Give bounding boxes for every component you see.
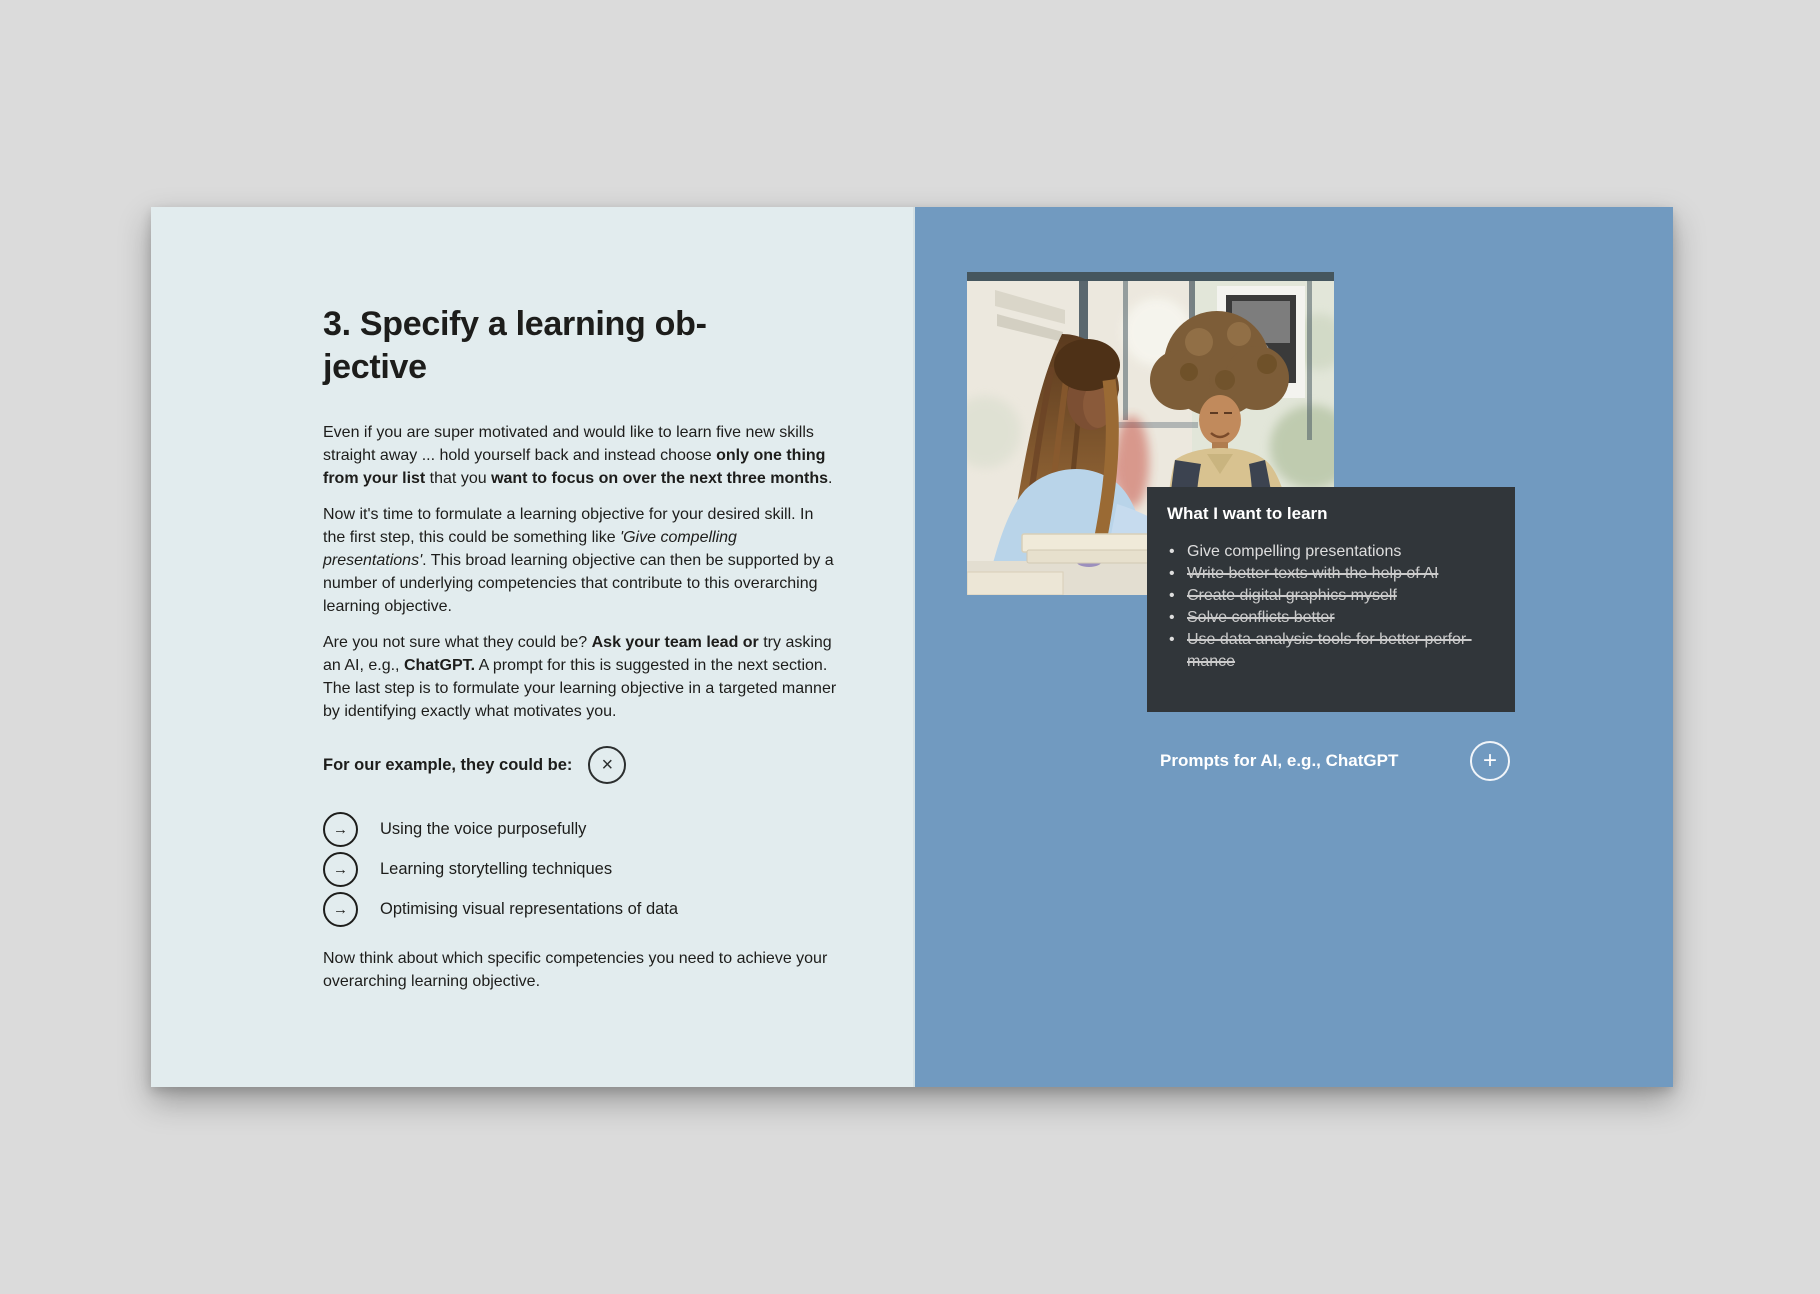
goals-list	[1167, 541, 1495, 673]
page-title	[323, 303, 839, 389]
goal-item: • Give compelling presentations	[1167, 541, 1495, 563]
arrow-right-icon: →	[323, 852, 358, 887]
competency-label: Optimising visual representations of data	[380, 899, 679, 918]
brochure-spread	[151, 207, 1673, 1087]
left-page-content	[323, 303, 839, 1006]
list-item	[323, 849, 839, 889]
example-label: For our example, they could be:	[323, 755, 573, 774]
goal-item: • Solve conflicts better	[1167, 607, 1495, 629]
left-page	[151, 207, 913, 1087]
paragraph-intro: Even if you are super motivated and would like to learn five new skills straight away ... hold yourself back and instead choose only one thing from your list that you want to focus on over the next three months.	[323, 424, 833, 487]
example-row	[323, 745, 839, 785]
arrow-right-icon: →	[323, 892, 358, 927]
goals-card-title: What I want to learn	[1167, 504, 1328, 523]
list-item	[323, 809, 839, 849]
bullet-icon: •	[1169, 587, 1175, 604]
bullet-icon: •	[1169, 631, 1175, 648]
bullet-icon: •	[1169, 543, 1175, 560]
plus-icon: +	[1482, 747, 1497, 774]
close-icon: ×	[601, 754, 614, 776]
page-title-line-2: jective	[323, 348, 427, 386]
expand-prompts-button[interactable]	[1470, 741, 1510, 781]
list-item	[323, 889, 839, 929]
learning-goals-card	[1147, 487, 1515, 712]
page-title-line-1: 3. Specify a learning ob-	[323, 305, 707, 343]
bullet-icon: •	[1169, 609, 1175, 626]
goal-item: • Write better texts with the help of AI	[1167, 563, 1495, 585]
competency-label: Using the voice purposefully	[380, 819, 587, 838]
prompts-row	[1160, 741, 1510, 781]
arrow-right-icon: →	[323, 812, 358, 847]
goal-item: • Use data analysis tools for better perfor-mance	[1169, 631, 1472, 670]
goal-item: • Create digital graphics myself	[1167, 585, 1495, 607]
competency-label: Learning storytelling techniques	[380, 859, 613, 878]
right-page	[913, 207, 1673, 1087]
paragraph-ask-ai: Are you not sure what they could be? Ask your team lead or try asking an AI, e.g., ChatGPT. A prompt for this is suggested in the next section. The last step is to formulate your learning objective in a targeted manner by identifying exactly what motivates you.	[323, 634, 837, 720]
competency-list	[323, 809, 839, 929]
paragraph-objective: Now it's time to formulate a learning objective for your desired skill. In the first step, this could be something like 'Give compelling presentations'. This broad learning objective can then be supported by a number of underlying competencies that contribute to this overarching learning objective.	[323, 506, 834, 615]
prompts-label: Prompts for AI, e.g., ChatGPT	[1160, 751, 1399, 770]
bullet-icon: •	[1169, 565, 1175, 582]
close-button[interactable]	[588, 746, 626, 784]
paragraph-closing: Now think about which specific competencies you need to achieve your overarching learning objective.	[323, 950, 828, 990]
